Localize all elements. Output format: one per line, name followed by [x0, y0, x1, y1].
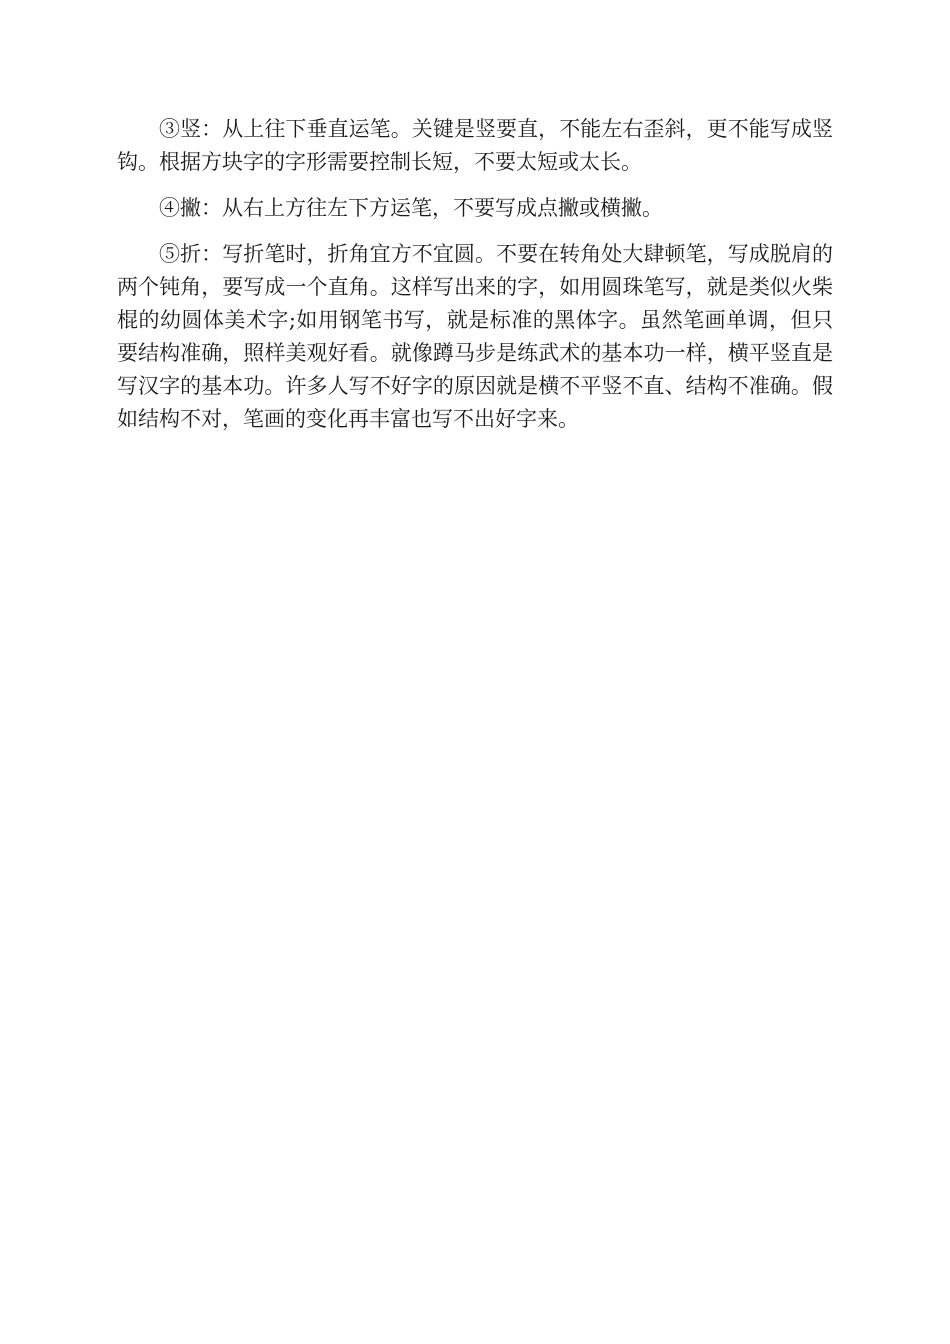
paragraph-turning-stroke: ⑤折：写折笔时，折角宜方不宜圆。不要在转角处大肆顿笔，写成脱肩的两个钝角，要写成一个直角。这样写出来的字，如用圆珠笔写，就是类似火柴棍的幼圆体美术字;如用钢笔书写，就是标准的黑体字。虽然笔画单调，但只要结构准确，照样美观好看。就像蹲马步是练武术的基本功一样，横平竖直是写汉字的基本功。许多人写不好字的原因就是横不平竖不直、结构不准确。假如结构不对，笔画的变化再丰富也写不出好字来。	[117, 242, 833, 431]
paragraph-vertical-stroke: ③竖：从上往下垂直运笔。关键是竖要直，不能左右歪斜，更不能写成竖钩。根据方块字的字形需要控制长短，不要太短或太长。	[117, 117, 833, 174]
document-body	[117, 113, 833, 436]
paragraph-left-falling-stroke: ④撇：从右上方往左下方运笔，不要写成点撇或横撇。	[159, 196, 663, 220]
